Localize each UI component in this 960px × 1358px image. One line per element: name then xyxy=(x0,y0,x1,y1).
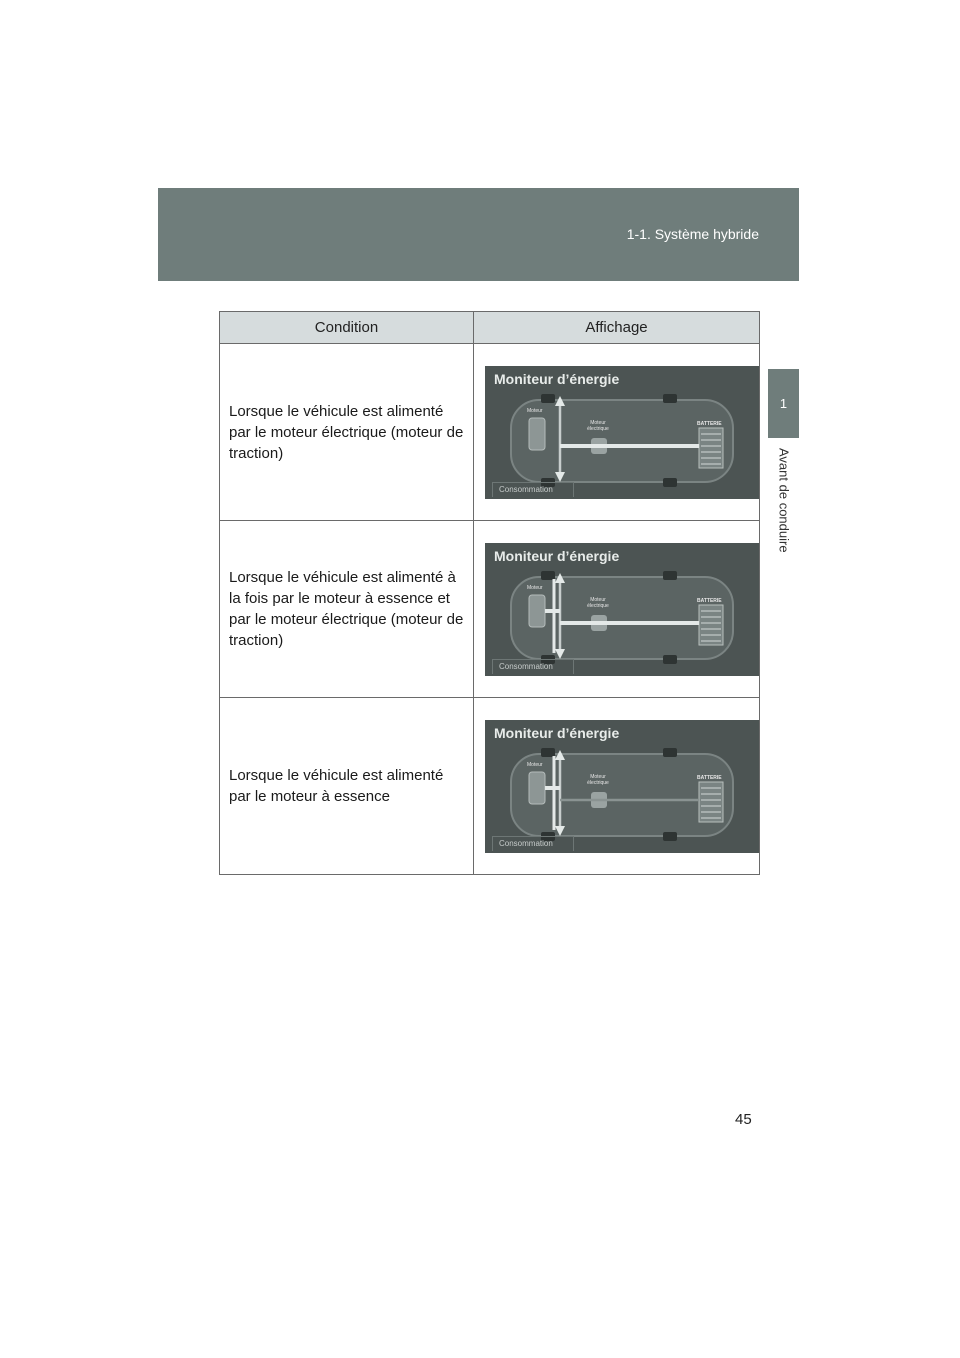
table-header-row xyxy=(220,312,760,344)
motor-label: Moteur électrique xyxy=(587,596,609,609)
screen-title: Moniteur d’énergie xyxy=(494,547,620,564)
engine-label: Moteur xyxy=(527,407,543,414)
display-cell xyxy=(474,698,760,875)
condition-cell: Lorsque le véhicule est alimenté par le moteur électrique (moteur de traction) xyxy=(220,344,474,521)
display-cell xyxy=(474,521,760,698)
energy-monitor-screen xyxy=(485,543,759,676)
consumption-label: Consommation xyxy=(499,485,553,494)
consumption-label: Consommation xyxy=(499,662,553,671)
wheel xyxy=(663,571,677,580)
wheel xyxy=(541,571,555,580)
condition-cell: Lorsque le véhicule est alimenté à la fois par le moteur à essence et par le moteur électrique (moteur de traction) xyxy=(220,521,474,698)
engine-icon xyxy=(529,595,545,627)
motor-label: Moteur électrique xyxy=(587,419,609,432)
engine-label: Moteur xyxy=(527,761,543,768)
engine-icon xyxy=(529,418,545,450)
screen-title: Moniteur d’énergie xyxy=(494,370,620,387)
wheel xyxy=(663,478,677,487)
wheel xyxy=(663,394,677,403)
chapter-label: Avant de conduire xyxy=(776,448,792,553)
battery-label: BATTERIE xyxy=(697,774,722,781)
section-title: 1-1. Système hybride xyxy=(626,226,759,242)
display-cell xyxy=(474,344,760,521)
consumption-button[interactable] xyxy=(492,836,574,851)
header-condition: Condition xyxy=(220,312,474,344)
consumption-label: Consommation xyxy=(499,839,553,848)
energy-monitor-screen xyxy=(485,720,759,853)
screen-title: Moniteur d’énergie xyxy=(494,724,620,741)
chapter-tab xyxy=(768,369,799,438)
energy-monitor-screen xyxy=(485,366,759,499)
wheel xyxy=(663,832,677,841)
chapter-number: 1 xyxy=(779,396,788,411)
wheel xyxy=(541,394,555,403)
battery-label: BATTERIE xyxy=(697,597,722,604)
consumption-button[interactable] xyxy=(492,482,574,497)
motor-label: Moteur électrique xyxy=(587,773,609,786)
table-row xyxy=(220,698,760,875)
table-row xyxy=(220,344,760,521)
engine-icon xyxy=(529,772,545,804)
condition-cell: Lorsque le véhicule est alimenté par le moteur à essence xyxy=(220,698,474,875)
wheel xyxy=(541,748,555,757)
table-row xyxy=(220,521,760,698)
battery-label: BATTERIE xyxy=(697,420,722,427)
header-display: Affichage xyxy=(474,312,760,344)
consumption-button[interactable] xyxy=(492,659,574,674)
page-number: 45 xyxy=(735,1111,752,1128)
wheel xyxy=(663,748,677,757)
header-band xyxy=(158,188,799,281)
engine-label: Moteur xyxy=(527,584,543,591)
condition-display-table xyxy=(219,311,760,875)
wheel xyxy=(663,655,677,664)
